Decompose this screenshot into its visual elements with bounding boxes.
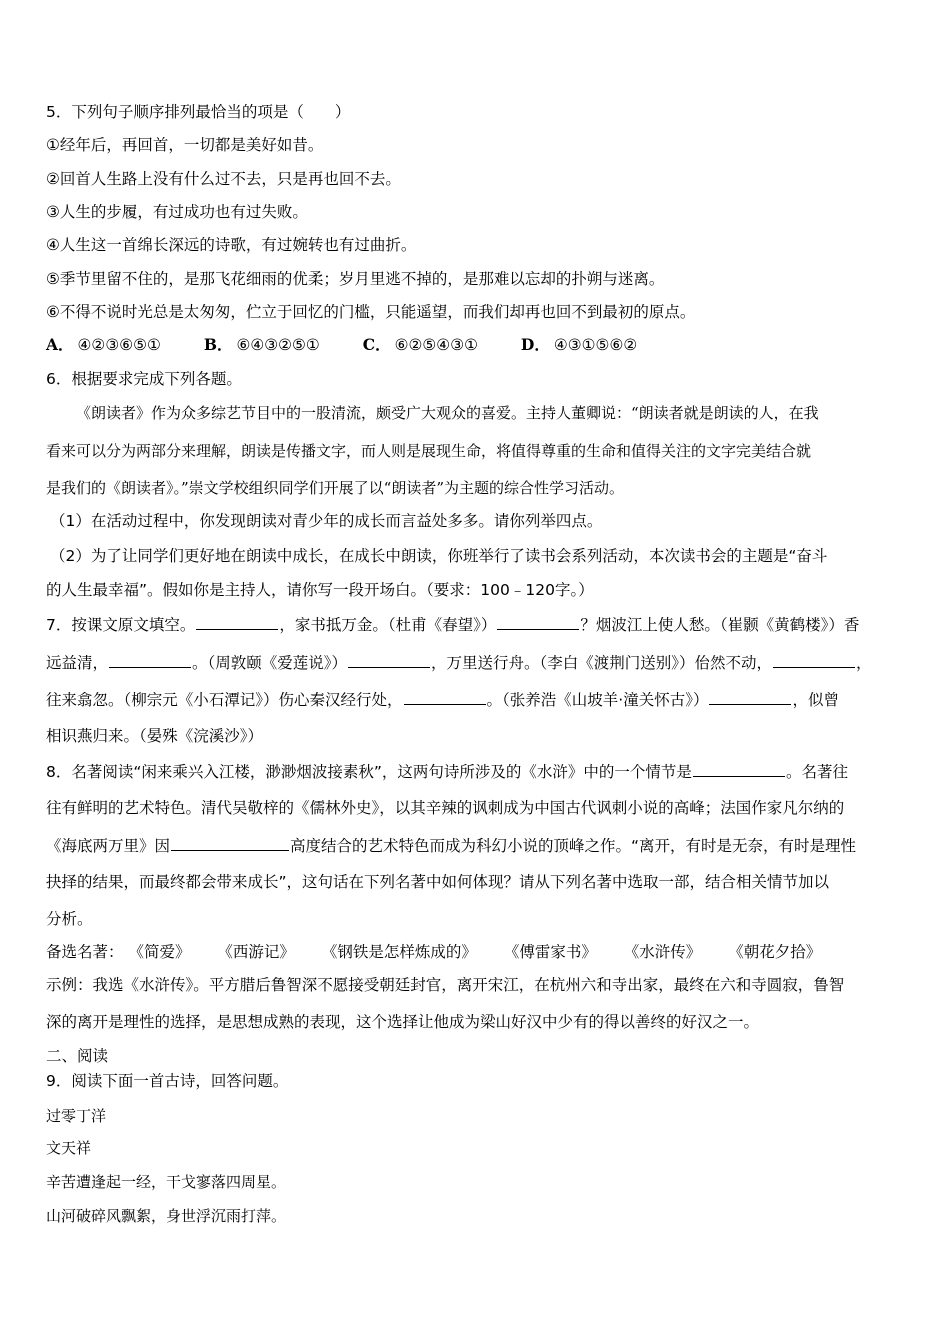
book-item: 《朝花夕拾》 — [728, 943, 822, 961]
q8-books: 备选名著： 《简爱》 《西游记》 《钢铁是怎样炼成的》 《傅雷家书》 《水浒传》 《朝花夕拾》 — [46, 943, 822, 961]
q6-passage-line-1: 《朗读者》作为众多综艺节目中的一股清流，颇受广大观众的喜爱。主持人董卿说：“朗读者就是朗读的人，在我 — [76, 404, 819, 422]
q7-line-4: 相识燕归来。（晏殊《浣溪沙》） — [46, 727, 264, 745]
q5-item-6: ⑥不得不说时光总是太匆匆，伫立于回忆的门槛，只能遥望，而我们却再也回不到最初的原点。 — [46, 303, 696, 321]
q5-item-5: ⑤季节里留不住的，是那飞花细雨的优柔；岁月里逃不掉的，是那难以忘却的扑朔与迷离。 — [46, 270, 665, 288]
fill-blank[interactable] — [773, 651, 855, 668]
q5-stem: 5．下列句子顺序排列最恰当的项是（ ） — [46, 103, 351, 121]
q5-option-c: C． ⑥②⑤④③① — [362, 335, 478, 354]
q5-option-d: D． ④③①⑤⑥② — [520, 335, 638, 354]
q6-sub-1: （1）在活动过程中，你发现朗读对青少年的成长而言益处多多。请你列举四点。 — [50, 512, 603, 530]
poem-line-2: 山河破碎风飘絮，身世浮沉雨打萍。 — [46, 1207, 287, 1225]
poem-title: 过零丁洋 — [46, 1107, 107, 1125]
fill-blank[interactable] — [348, 651, 430, 668]
poem-author: 文天祥 — [46, 1139, 92, 1157]
fill-blank[interactable] — [196, 613, 278, 630]
book-item: 《西游记》 — [217, 943, 295, 961]
q8-example-line-1: 示例：我选《水浒传》。平方腊后鲁智深不愿接受朝廷封官，离开宋江，在杭州六和寺出家，最终在六和寺圆寂，鲁智 — [46, 976, 845, 994]
fill-blank[interactable] — [171, 834, 289, 851]
q5-options — [46, 334, 910, 356]
q8-line-1: 8．名著阅读“闲来乘兴入江楼，渺渺烟波接素秋”，这两句诗所涉及的《水浒》中的一个情节是 。名著往 — [46, 760, 910, 783]
book-item: 《钢铁是怎样炼成的》 — [321, 943, 477, 961]
q6-passage-line-2: 看来可以分为两部分来理解，朗读是传播文字，而人则是展现生命，将值得尊重的生命和值得关注的文字完美结合就 — [46, 442, 812, 460]
q5-item-2: ②回首人生路上没有什么过不去，只是再也回不去。 — [46, 170, 401, 188]
q5-item-1: ①经年后，再回首，一切都是美好如昔。 — [46, 136, 324, 154]
q8-line-5: 分析。 — [46, 910, 93, 928]
q5-item-3: ③人生的步履，有过成功也有过失败。 — [46, 203, 308, 221]
q5-item-4: ④人生这一首绵长深远的诗歌，有过婉转也有过曲折。 — [46, 236, 417, 254]
fill-blank[interactable] — [404, 688, 486, 705]
q7-line-3: 往来翕忽。（柳宗元《小石潭记》）伤心秦汉经行处， 。（张养浩《山坡羊·潼关怀古》） ，似曾 — [46, 688, 910, 711]
book-item: 《水浒传》 — [623, 943, 702, 961]
q8-example-line-2: 深的离开是理性的选择，是思想成熟的表现，这个选择让他成为梁山好汉中少有的得以善终的好汉之一。 — [46, 1013, 760, 1031]
q6-stem: 6．根据要求完成下列各题。 — [46, 370, 242, 388]
q5-option-b: B． ⑥④③②⑤① — [203, 335, 320, 354]
section-heading: 二、阅读 — [46, 1047, 109, 1065]
fill-blank[interactable] — [693, 760, 785, 777]
q8-line-2: 往有鲜明的艺术特色。清代吴敬梓的《儒林外史》，以其辛辣的讽刺成为中国古代讽刺小说的高峰；法国作家凡尔纳的 — [46, 799, 845, 817]
fill-blank[interactable] — [497, 613, 579, 630]
q8-line-3: 《海底两万里》因 高度结合的艺术特色而成为科幻小说的顶峰之作。“离开，有时是无奈，有时是理性 — [46, 834, 910, 857]
q6-sub-2-line-1: （2）为了让同学们更好地在朗读中成长，在成长中朗读，你班举行了读书会系列活动，本次读书会的主题是“奋斗 — [50, 547, 828, 565]
book-item: 《简爱》 — [128, 943, 191, 961]
q5-option-a: A． ④②③⑥⑤① — [46, 335, 161, 354]
book-item: 《傅雷家书》 — [503, 943, 597, 961]
q7-line-2: 远益清， 。（周敦颐《爱莲说》） ，万里送行舟。（李白《渡荆门送别》）佁然不动， ， — [46, 651, 910, 674]
fill-blank[interactable] — [109, 651, 191, 668]
q6-passage-line-3: 是我们的《朗读者》。”崇文学校组织同学们开展了以“朗读者”为主题的综合性学习活动。 — [46, 479, 625, 497]
poem-line-1: 辛苦遭逢起一经，干戈寥落四周星。 — [46, 1173, 287, 1191]
fill-blank[interactable] — [709, 688, 791, 705]
q8-line-4: 抉择的结果，而最终都会带来成长”，这句话在下列名著中如何体现？请从下列名著中选取一部，结合相关情节加以 — [46, 873, 830, 891]
q6-sub-2-line-2: 的人生最幸福”。假如你是主持人，请你写一段开场白。（要求：100﹣120字。） — [46, 581, 594, 599]
q9-stem: 9．阅读下面一首古诗，回答问题。 — [46, 1072, 289, 1090]
q7-line-1: 7．按课文原文填空。 ，家书抵万金。（杜甫《春望》） ？烟波江上使人愁。（崔颢《黄鹤楼》）香 — [46, 613, 910, 636]
